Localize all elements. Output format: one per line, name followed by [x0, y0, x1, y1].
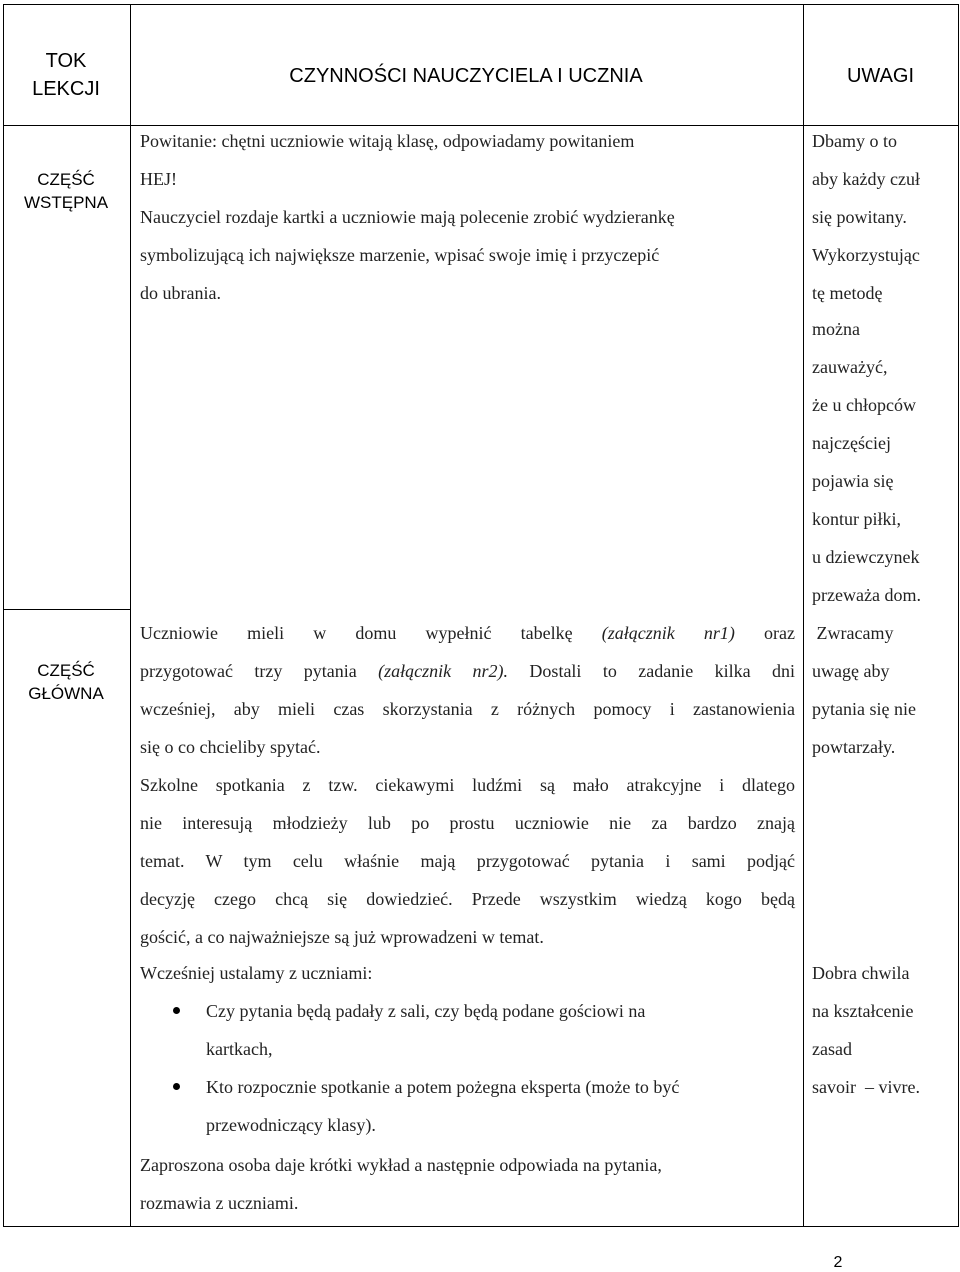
main-text-line: Szkolne spotkania z tzw. ciekawymi ludźmi są mało atrakcyjne i dlatego	[140, 775, 795, 795]
header-col-activities: CZYNNOŚCI NAUCZYCIELA I UCZNIA	[289, 65, 643, 87]
bullet-text-line: kartkach,	[206, 1039, 273, 1059]
page-number: 2	[833, 1254, 843, 1271]
note-line: uwagę aby	[812, 661, 890, 681]
header-col-notes: UWAGI	[846, 65, 915, 87]
column-divider	[130, 5, 131, 1226]
intro-text-line: HEJ!	[140, 169, 177, 189]
note-line: pojawia się	[812, 471, 894, 491]
main-text-line: przygotować trzy pytania (załącznik nr2). Dostali to zadanie kilka dni	[140, 661, 795, 681]
note-line: można	[812, 319, 860, 339]
note-line: zasad	[812, 1039, 852, 1059]
main-text-line: Zaproszona osoba daje krótki wykład a następnie odpowiada na pytania,	[140, 1155, 662, 1175]
column-divider	[803, 5, 804, 1226]
note-line: Dbamy o to	[812, 131, 897, 151]
segment-intro-label: CZĘŚĆ WSTĘPNA	[23, 170, 109, 212]
note-line: pytania się nie	[812, 699, 916, 719]
note-line: na kształcenie	[812, 1001, 914, 1021]
note-line: kontur piłki,	[812, 509, 901, 529]
main-text-line: decyzję czego chcą się dowiedzieć. Przede wszystkim wiedzą kogo będą	[140, 889, 795, 909]
bullet-icon	[173, 1083, 180, 1090]
main-text-line: nie interesują młodzieży lub po prostu uczniowie nie za bardzo znają	[140, 813, 795, 833]
note-line: tę metodę	[812, 283, 883, 303]
note-line: przeważa dom.	[812, 585, 921, 605]
note-line: Zwracamy	[812, 623, 894, 643]
main-text-line: wcześniej, aby mieli czas skorzystania z różnych pomocy i zastanowienia	[140, 699, 795, 719]
segment-divider	[4, 609, 130, 610]
intro-text-line: do ubrania.	[140, 283, 221, 303]
intro-text-line: symbolizującą ich największe marzenie, wpisać swoje imię i przyczepić	[140, 245, 660, 265]
intro-text-line: Nauczyciel rozdaje kartki a uczniowie mają polecenie zrobić wydzierankę	[140, 207, 675, 227]
note-line: najczęściej	[812, 433, 891, 453]
note-line: że u chłopców	[812, 395, 916, 415]
note-line: savoir – vivre.	[812, 1077, 920, 1097]
bullet-text-line: Czy pytania będą padały z sali, czy będą podane gościowi na	[206, 1001, 646, 1021]
bullet-icon	[173, 1007, 180, 1014]
note-line: powtarzały.	[812, 737, 896, 757]
main-text-line: rozmawia z uczniami.	[140, 1193, 299, 1213]
note-line: u dziewczynek	[812, 547, 920, 567]
main-text-line: Wcześniej ustalamy z uczniami:	[140, 963, 373, 983]
segment-main-label: CZĘŚĆ GŁÓWNA	[28, 661, 104, 703]
main-text-line: się o co chcieliby spytać.	[140, 737, 321, 757]
note-line: zauważyć,	[812, 357, 888, 377]
note-line: aby każdy czuł	[812, 169, 920, 189]
main-text-line: temat. W tym celu właśnie mają przygotować pytania i sami podjąć	[140, 851, 795, 871]
bullet-text-line: przewodniczący klasy).	[206, 1115, 376, 1135]
main-text-line: Uczniowie mieli w domu wypełnić tabelkę (załącznik nr1) oraz	[140, 623, 795, 643]
main-text-line: gościć, a co najważniejsze są już wprowadzeni w temat.	[140, 927, 544, 947]
note-line: Wykorzystując	[812, 245, 920, 265]
bullet-text-line: Kto rozpocznie spotkanie a potem pożegna eksperta (może to być	[206, 1077, 680, 1097]
note-line: Dobra chwila	[812, 963, 910, 983]
header-col-stage: TOK LEKCJI	[32, 50, 100, 100]
intro-text-line: Powitanie: chętni uczniowie witają klasę, odpowiadamy powitaniem	[140, 131, 635, 151]
note-line: się powitany.	[812, 207, 907, 227]
